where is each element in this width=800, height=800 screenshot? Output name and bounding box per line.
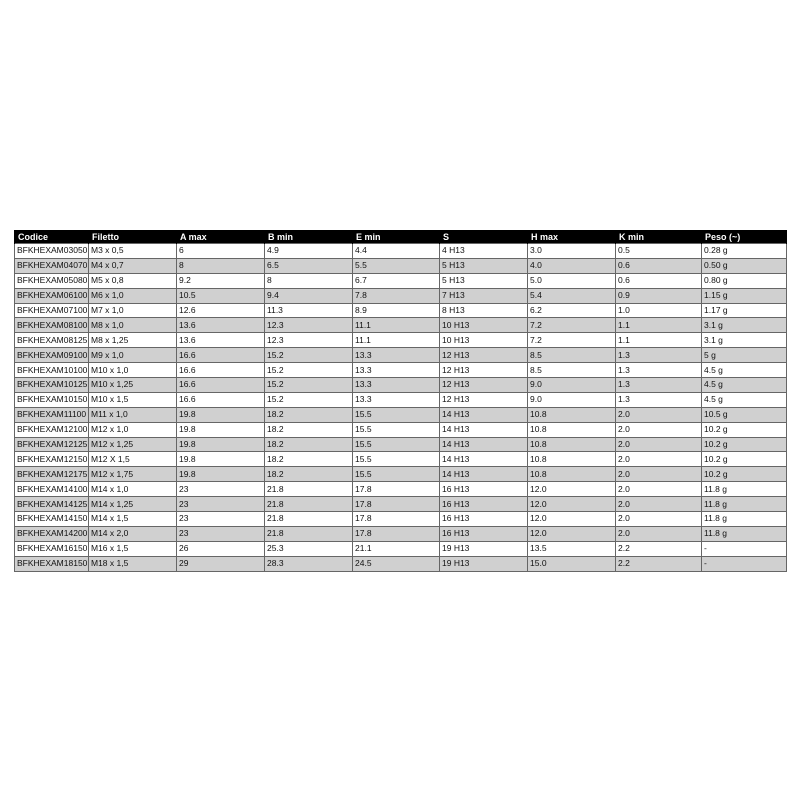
cell-s: 16 H13 — [440, 512, 528, 527]
cell-filetto: M16 x 1,5 — [89, 541, 177, 556]
cell-s: 14 H13 — [440, 437, 528, 452]
cell-a-max: 16.6 — [177, 378, 265, 393]
cell-a-max: 23 — [177, 482, 265, 497]
cell-filetto: M7 x 1,0 — [89, 303, 177, 318]
cell-a-max: 19.8 — [177, 467, 265, 482]
cell-e-min: 17.8 — [353, 526, 440, 541]
cell-a-max: 9.2 — [177, 273, 265, 288]
table-row — [15, 258, 787, 273]
header-b-min: B min — [265, 230, 353, 244]
cell-b-min: 11.3 — [265, 303, 353, 318]
cell-filetto: M18 x 1,5 — [89, 556, 177, 571]
cell-k-min: 0.5 — [616, 244, 702, 259]
cell-codice: BFKHEXAM12150 — [15, 452, 89, 467]
cell-s: 4 H13 — [440, 244, 528, 259]
cell-b-min: 21.8 — [265, 497, 353, 512]
cell-b-min: 15.2 — [265, 348, 353, 363]
cell-peso: 3.1 g — [702, 333, 787, 348]
cell-e-min: 24.5 — [353, 556, 440, 571]
cell-e-min: 11.1 — [353, 318, 440, 333]
cell-k-min: 1.3 — [616, 378, 702, 393]
header-h-max: H max — [528, 230, 616, 244]
cell-peso: 4.5 g — [702, 378, 787, 393]
cell-codice: BFKHEXAM06100 — [15, 288, 89, 303]
cell-b-min: 18.2 — [265, 452, 353, 467]
cell-k-min: 2.0 — [616, 526, 702, 541]
cell-e-min: 21.1 — [353, 541, 440, 556]
cell-peso: 0.28 g — [702, 244, 787, 259]
cell-k-min: 2.2 — [616, 556, 702, 571]
cell-s: 12 H13 — [440, 348, 528, 363]
cell-k-min: 1.0 — [616, 303, 702, 318]
cell-h-max: 10.8 — [528, 437, 616, 452]
cell-a-max: 13.6 — [177, 318, 265, 333]
table-row — [15, 407, 787, 422]
cell-e-min: 4.4 — [353, 244, 440, 259]
cell-h-max: 12.0 — [528, 526, 616, 541]
cell-codice: BFKHEXAM14125 — [15, 497, 89, 512]
cell-codice: BFKHEXAM12175 — [15, 467, 89, 482]
cell-h-max: 7.2 — [528, 318, 616, 333]
cell-codice: BFKHEXAM10125 — [15, 378, 89, 393]
table-row — [15, 452, 787, 467]
cell-peso: 10.2 g — [702, 467, 787, 482]
cell-a-max: 13.6 — [177, 333, 265, 348]
cell-filetto: M8 x 1,0 — [89, 318, 177, 333]
cell-filetto: M14 x 2,0 — [89, 526, 177, 541]
cell-peso: 10.2 g — [702, 452, 787, 467]
cell-b-min: 25.3 — [265, 541, 353, 556]
cell-k-min: 2.0 — [616, 422, 702, 437]
cell-peso: 11.8 g — [702, 482, 787, 497]
cell-codice: BFKHEXAM10100 — [15, 363, 89, 378]
header-a-max: A max — [177, 230, 265, 244]
cell-b-min: 18.2 — [265, 467, 353, 482]
cell-codice: BFKHEXAM08100 — [15, 318, 89, 333]
table-row — [15, 512, 787, 527]
cell-peso: 4.5 g — [702, 392, 787, 407]
cell-b-min: 8 — [265, 273, 353, 288]
table-row — [15, 288, 787, 303]
cell-peso: 0.50 g — [702, 258, 787, 273]
cell-b-min: 12.3 — [265, 318, 353, 333]
cell-s: 5 H13 — [440, 273, 528, 288]
cell-h-max: 3.0 — [528, 244, 616, 259]
table-row — [15, 363, 787, 378]
cell-e-min: 5.5 — [353, 258, 440, 273]
cell-s: 7 H13 — [440, 288, 528, 303]
cell-a-max: 16.6 — [177, 348, 265, 363]
cell-a-max: 19.8 — [177, 437, 265, 452]
table-row — [15, 303, 787, 318]
table-row — [15, 437, 787, 452]
cell-filetto: M12 x 1,25 — [89, 437, 177, 452]
cell-k-min: 2.0 — [616, 512, 702, 527]
cell-b-min: 12.3 — [265, 333, 353, 348]
cell-codice: BFKHEXAM05080 — [15, 273, 89, 288]
cell-b-min: 6.5 — [265, 258, 353, 273]
cell-filetto: M14 x 1,0 — [89, 482, 177, 497]
cell-e-min: 15.5 — [353, 407, 440, 422]
cell-a-max: 12.6 — [177, 303, 265, 318]
cell-peso: 10.5 g — [702, 407, 787, 422]
cell-b-min: 21.8 — [265, 482, 353, 497]
cell-k-min: 1.3 — [616, 348, 702, 363]
cell-a-max: 29 — [177, 556, 265, 571]
cell-peso: 0.80 g — [702, 273, 787, 288]
cell-b-min: 4.9 — [265, 244, 353, 259]
cell-h-max: 15.0 — [528, 556, 616, 571]
cell-e-min: 13.3 — [353, 378, 440, 393]
cell-codice: BFKHEXAM08125 — [15, 333, 89, 348]
cell-e-min: 15.5 — [353, 422, 440, 437]
cell-filetto: M14 x 1,5 — [89, 512, 177, 527]
cell-b-min: 9.4 — [265, 288, 353, 303]
table-body — [15, 244, 787, 572]
cell-h-max: 8.5 — [528, 348, 616, 363]
cell-a-max: 23 — [177, 512, 265, 527]
cell-s: 16 H13 — [440, 526, 528, 541]
cell-a-max: 19.8 — [177, 422, 265, 437]
cell-peso: 11.8 g — [702, 526, 787, 541]
cell-a-max: 16.6 — [177, 392, 265, 407]
cell-codice: BFKHEXAM16150 — [15, 541, 89, 556]
cell-e-min: 11.1 — [353, 333, 440, 348]
cell-peso: 10.2 g — [702, 422, 787, 437]
cell-filetto: M12 x 1,0 — [89, 422, 177, 437]
cell-h-max: 8.5 — [528, 363, 616, 378]
cell-h-max: 4.0 — [528, 258, 616, 273]
cell-codice: BFKHEXAM18150 — [15, 556, 89, 571]
cell-b-min: 18.2 — [265, 422, 353, 437]
spec-table — [14, 230, 787, 572]
cell-s: 10 H13 — [440, 333, 528, 348]
cell-s: 19 H13 — [440, 556, 528, 571]
cell-h-max: 12.0 — [528, 512, 616, 527]
cell-filetto: M14 x 1,25 — [89, 497, 177, 512]
cell-s: 12 H13 — [440, 378, 528, 393]
cell-codice: BFKHEXAM12100 — [15, 422, 89, 437]
cell-s: 5 H13 — [440, 258, 528, 273]
cell-peso: 1.15 g — [702, 288, 787, 303]
cell-h-max: 13.5 — [528, 541, 616, 556]
table-row — [15, 541, 787, 556]
cell-h-max: 5.0 — [528, 273, 616, 288]
table-row — [15, 244, 787, 259]
cell-s: 14 H13 — [440, 407, 528, 422]
table-row — [15, 378, 787, 393]
table-header — [15, 230, 787, 244]
table-row — [15, 333, 787, 348]
table-row — [15, 392, 787, 407]
cell-filetto: M4 x 0,7 — [89, 258, 177, 273]
cell-e-min: 13.3 — [353, 363, 440, 378]
cell-h-max: 6.2 — [528, 303, 616, 318]
cell-s: 16 H13 — [440, 497, 528, 512]
cell-e-min: 17.8 — [353, 512, 440, 527]
cell-h-max: 9.0 — [528, 378, 616, 393]
cell-k-min: 1.3 — [616, 363, 702, 378]
header-row — [15, 230, 787, 244]
cell-e-min: 17.8 — [353, 497, 440, 512]
cell-filetto: M10 x 1,0 — [89, 363, 177, 378]
cell-a-max: 26 — [177, 541, 265, 556]
table-row — [15, 526, 787, 541]
cell-h-max: 10.8 — [528, 422, 616, 437]
cell-h-max: 10.8 — [528, 452, 616, 467]
cell-s: 16 H13 — [440, 482, 528, 497]
cell-codice: BFKHEXAM03050 — [15, 244, 89, 259]
table-row — [15, 482, 787, 497]
cell-peso: 5 g — [702, 348, 787, 363]
cell-k-min: 2.0 — [616, 407, 702, 422]
header-peso: Peso (~) — [702, 230, 787, 244]
header-k-min: K min — [616, 230, 702, 244]
cell-s: 8 H13 — [440, 303, 528, 318]
cell-k-min: 0.6 — [616, 258, 702, 273]
table-row — [15, 556, 787, 571]
cell-a-max: 23 — [177, 497, 265, 512]
cell-s: 14 H13 — [440, 422, 528, 437]
cell-filetto: M8 x 1,25 — [89, 333, 177, 348]
header-filetto: Filetto — [89, 230, 177, 244]
cell-filetto: M10 x 1,5 — [89, 392, 177, 407]
cell-a-max: 16.6 — [177, 363, 265, 378]
cell-peso: - — [702, 556, 787, 571]
table-row — [15, 318, 787, 333]
cell-filetto: M3 x 0,5 — [89, 244, 177, 259]
cell-e-min: 8.9 — [353, 303, 440, 318]
cell-codice: BFKHEXAM14100 — [15, 482, 89, 497]
cell-a-max: 8 — [177, 258, 265, 273]
cell-codice: BFKHEXAM07100 — [15, 303, 89, 318]
cell-a-max: 23 — [177, 526, 265, 541]
cell-peso: 10.2 g — [702, 437, 787, 452]
cell-s: 19 H13 — [440, 541, 528, 556]
cell-b-min: 15.2 — [265, 363, 353, 378]
cell-b-min: 18.2 — [265, 407, 353, 422]
cell-b-min: 28.3 — [265, 556, 353, 571]
cell-peso: - — [702, 541, 787, 556]
header-e-min: E min — [353, 230, 440, 244]
cell-b-min: 21.8 — [265, 526, 353, 541]
cell-b-min: 15.2 — [265, 392, 353, 407]
cell-k-min: 2.0 — [616, 497, 702, 512]
cell-filetto: M12 X 1,5 — [89, 452, 177, 467]
cell-h-max: 10.8 — [528, 467, 616, 482]
cell-k-min: 2.0 — [616, 452, 702, 467]
cell-peso: 1.17 g — [702, 303, 787, 318]
cell-s: 10 H13 — [440, 318, 528, 333]
cell-h-max: 12.0 — [528, 497, 616, 512]
cell-e-min: 6.7 — [353, 273, 440, 288]
cell-filetto: M12 x 1,75 — [89, 467, 177, 482]
spec-table-container — [14, 230, 786, 572]
cell-filetto: M10 x 1,25 — [89, 378, 177, 393]
cell-codice: BFKHEXAM04070 — [15, 258, 89, 273]
cell-h-max: 5.4 — [528, 288, 616, 303]
cell-codice: BFKHEXAM14150 — [15, 512, 89, 527]
cell-s: 12 H13 — [440, 392, 528, 407]
header-s: S — [440, 230, 528, 244]
cell-a-max: 6 — [177, 244, 265, 259]
cell-e-min: 7.8 — [353, 288, 440, 303]
cell-codice: BFKHEXAM09100 — [15, 348, 89, 363]
cell-codice: BFKHEXAM12125 — [15, 437, 89, 452]
cell-peso: 11.8 g — [702, 512, 787, 527]
table-row — [15, 348, 787, 363]
cell-codice: BFKHEXAM14200 — [15, 526, 89, 541]
cell-k-min: 1.1 — [616, 333, 702, 348]
cell-peso: 11.8 g — [702, 497, 787, 512]
cell-b-min: 18.2 — [265, 437, 353, 452]
cell-s: 14 H13 — [440, 467, 528, 482]
cell-h-max: 7.2 — [528, 333, 616, 348]
cell-e-min: 15.5 — [353, 452, 440, 467]
cell-peso: 3.1 g — [702, 318, 787, 333]
cell-s: 12 H13 — [440, 363, 528, 378]
cell-b-min: 21.8 — [265, 512, 353, 527]
table-row — [15, 497, 787, 512]
cell-k-min: 2.0 — [616, 482, 702, 497]
cell-b-min: 15.2 — [265, 378, 353, 393]
cell-a-max: 19.8 — [177, 407, 265, 422]
cell-filetto: M5 x 0,8 — [89, 273, 177, 288]
cell-e-min: 13.3 — [353, 348, 440, 363]
cell-k-min: 0.6 — [616, 273, 702, 288]
cell-s: 14 H13 — [440, 452, 528, 467]
cell-filetto: M9 x 1,0 — [89, 348, 177, 363]
cell-k-min: 1.1 — [616, 318, 702, 333]
cell-e-min: 13.3 — [353, 392, 440, 407]
cell-k-min: 2.0 — [616, 467, 702, 482]
cell-e-min: 17.8 — [353, 482, 440, 497]
cell-k-min: 0.9 — [616, 288, 702, 303]
cell-codice: BFKHEXAM10150 — [15, 392, 89, 407]
cell-h-max: 12.0 — [528, 482, 616, 497]
cell-h-max: 10.8 — [528, 407, 616, 422]
cell-e-min: 15.5 — [353, 467, 440, 482]
table-row — [15, 467, 787, 482]
cell-k-min: 1.3 — [616, 392, 702, 407]
cell-k-min: 2.0 — [616, 437, 702, 452]
table-row — [15, 273, 787, 288]
cell-filetto: M11 x 1,0 — [89, 407, 177, 422]
cell-filetto: M6 x 1,0 — [89, 288, 177, 303]
cell-k-min: 2.2 — [616, 541, 702, 556]
cell-a-max: 10.5 — [177, 288, 265, 303]
cell-peso: 4.5 g — [702, 363, 787, 378]
cell-e-min: 15.5 — [353, 437, 440, 452]
table-row — [15, 422, 787, 437]
cell-h-max: 9.0 — [528, 392, 616, 407]
cell-codice: BFKHEXAM11100 — [15, 407, 89, 422]
header-codice: Codice — [15, 230, 89, 244]
cell-a-max: 19.8 — [177, 452, 265, 467]
